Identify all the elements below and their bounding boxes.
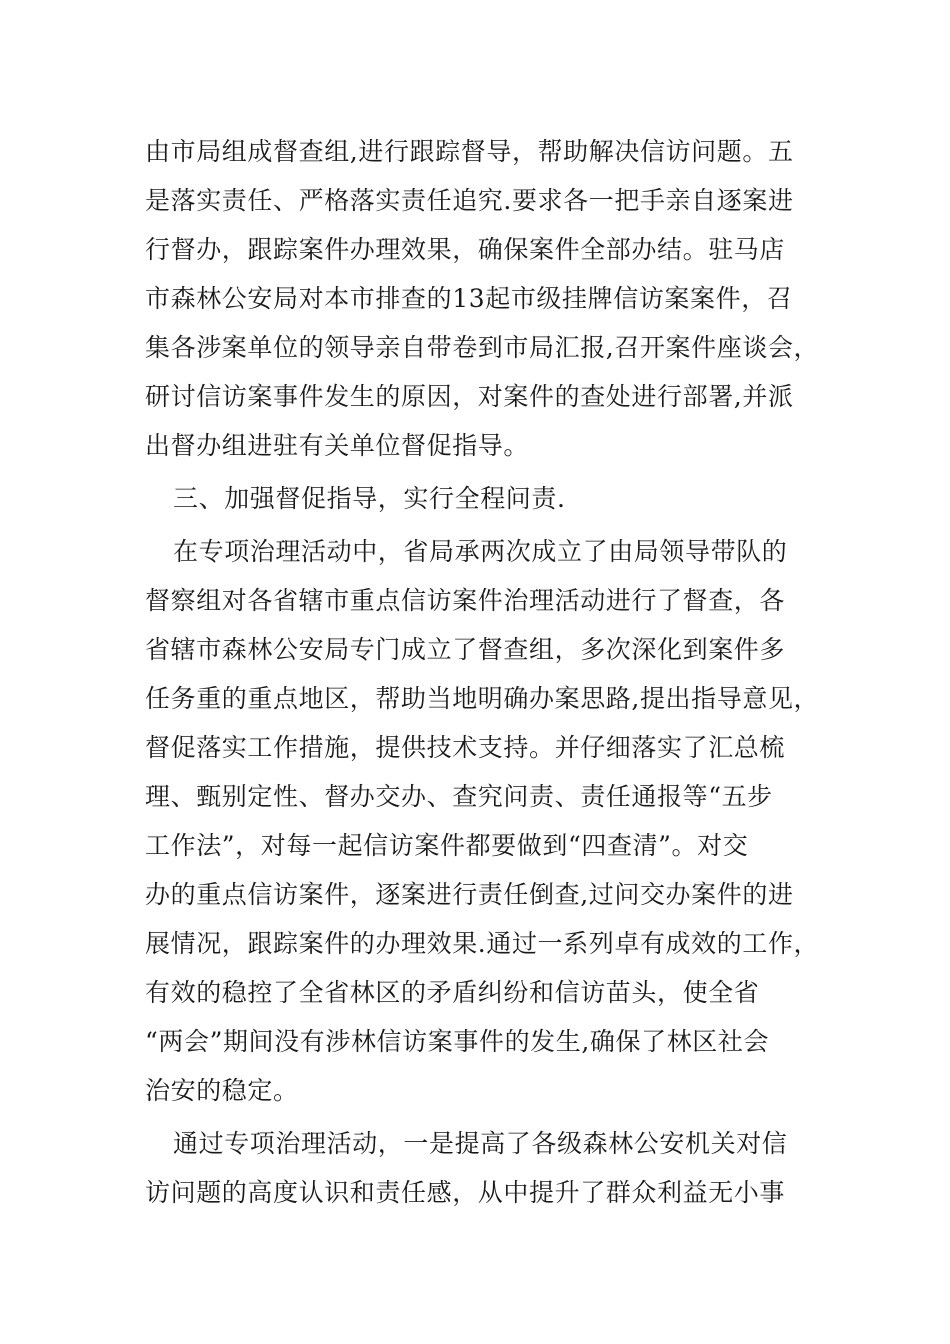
text-line: 理、甄别定性、督办交办、查究问责、责任通报等“五步	[145, 782, 773, 811]
paragraph	[145, 1119, 810, 1217]
text-line: 办的重点信访案件，逐案进行责任倒查,过问交办案件的进	[145, 880, 794, 909]
text-line: 督察组对各省辖市重点信访案件治理活动进行了督查，各	[145, 586, 786, 615]
text-line: 展情况，跟踪案件的办理效果.通过一系列卓有成效的工作，	[145, 929, 820, 958]
paragraph	[145, 127, 820, 470]
text-line: 访问题的高度认识和责任感，从中提升了群众利益无小事	[145, 1178, 786, 1207]
text-line: 在专项治理活动中，省局承两次成立了由局领导带队的	[173, 537, 788, 566]
document-body	[145, 127, 820, 1217]
text-line: 督促落实工作措施，提供技术支持。并仔细落实了汇总梳	[145, 733, 786, 762]
text-line: 有效的稳控了全省林区的矛盾纠纷和信访苗头，使全省	[145, 978, 760, 1007]
text-line: 出督办组进驻有关单位督促指导。	[145, 431, 530, 460]
text-line: 工作法”，对每一起信访案件都要做到“四查清”。对交	[145, 831, 749, 860]
text-line: 任务重的重点地区，帮助当地明确办案思路,提出指导意见，	[145, 684, 820, 713]
text-line: 行督办，跟踪案件办理效果，确保案件全部办结。驻马店	[145, 235, 786, 264]
text-line: 治安的稳定。	[145, 1076, 299, 1105]
text-line: “两会”期间没有涉林信访案事件的发生,确保了林区社会	[145, 1027, 770, 1056]
section-heading	[145, 474, 810, 523]
text-line: 集各涉案单位的领导亲自带卷到市局汇报,召开案件座谈会，	[145, 333, 820, 362]
text-line: 是落实责任、严格落实责任追究.要求各一把手亲自逐案进	[145, 186, 794, 215]
section-heading-text: 三、加强督促指导，实行全程问责.	[173, 484, 566, 513]
text-line: 研讨信访案事件发生的原因，对案件的查处进行部署,并派	[145, 382, 794, 411]
text-line: 市森林公安局对本市排查的13起市级挂牌信访案案件，召	[145, 284, 793, 313]
paragraph	[145, 527, 820, 1115]
text-line: 省辖市森林公安局专门成立了督查组，多次深化到案件多	[145, 635, 786, 664]
text-line: 通过专项治理活动，一是提高了各级森林公安机关对信	[173, 1129, 788, 1158]
text-line: 由市局组成督查组,进行跟踪督导，帮助解决信访问题。五	[145, 137, 794, 166]
